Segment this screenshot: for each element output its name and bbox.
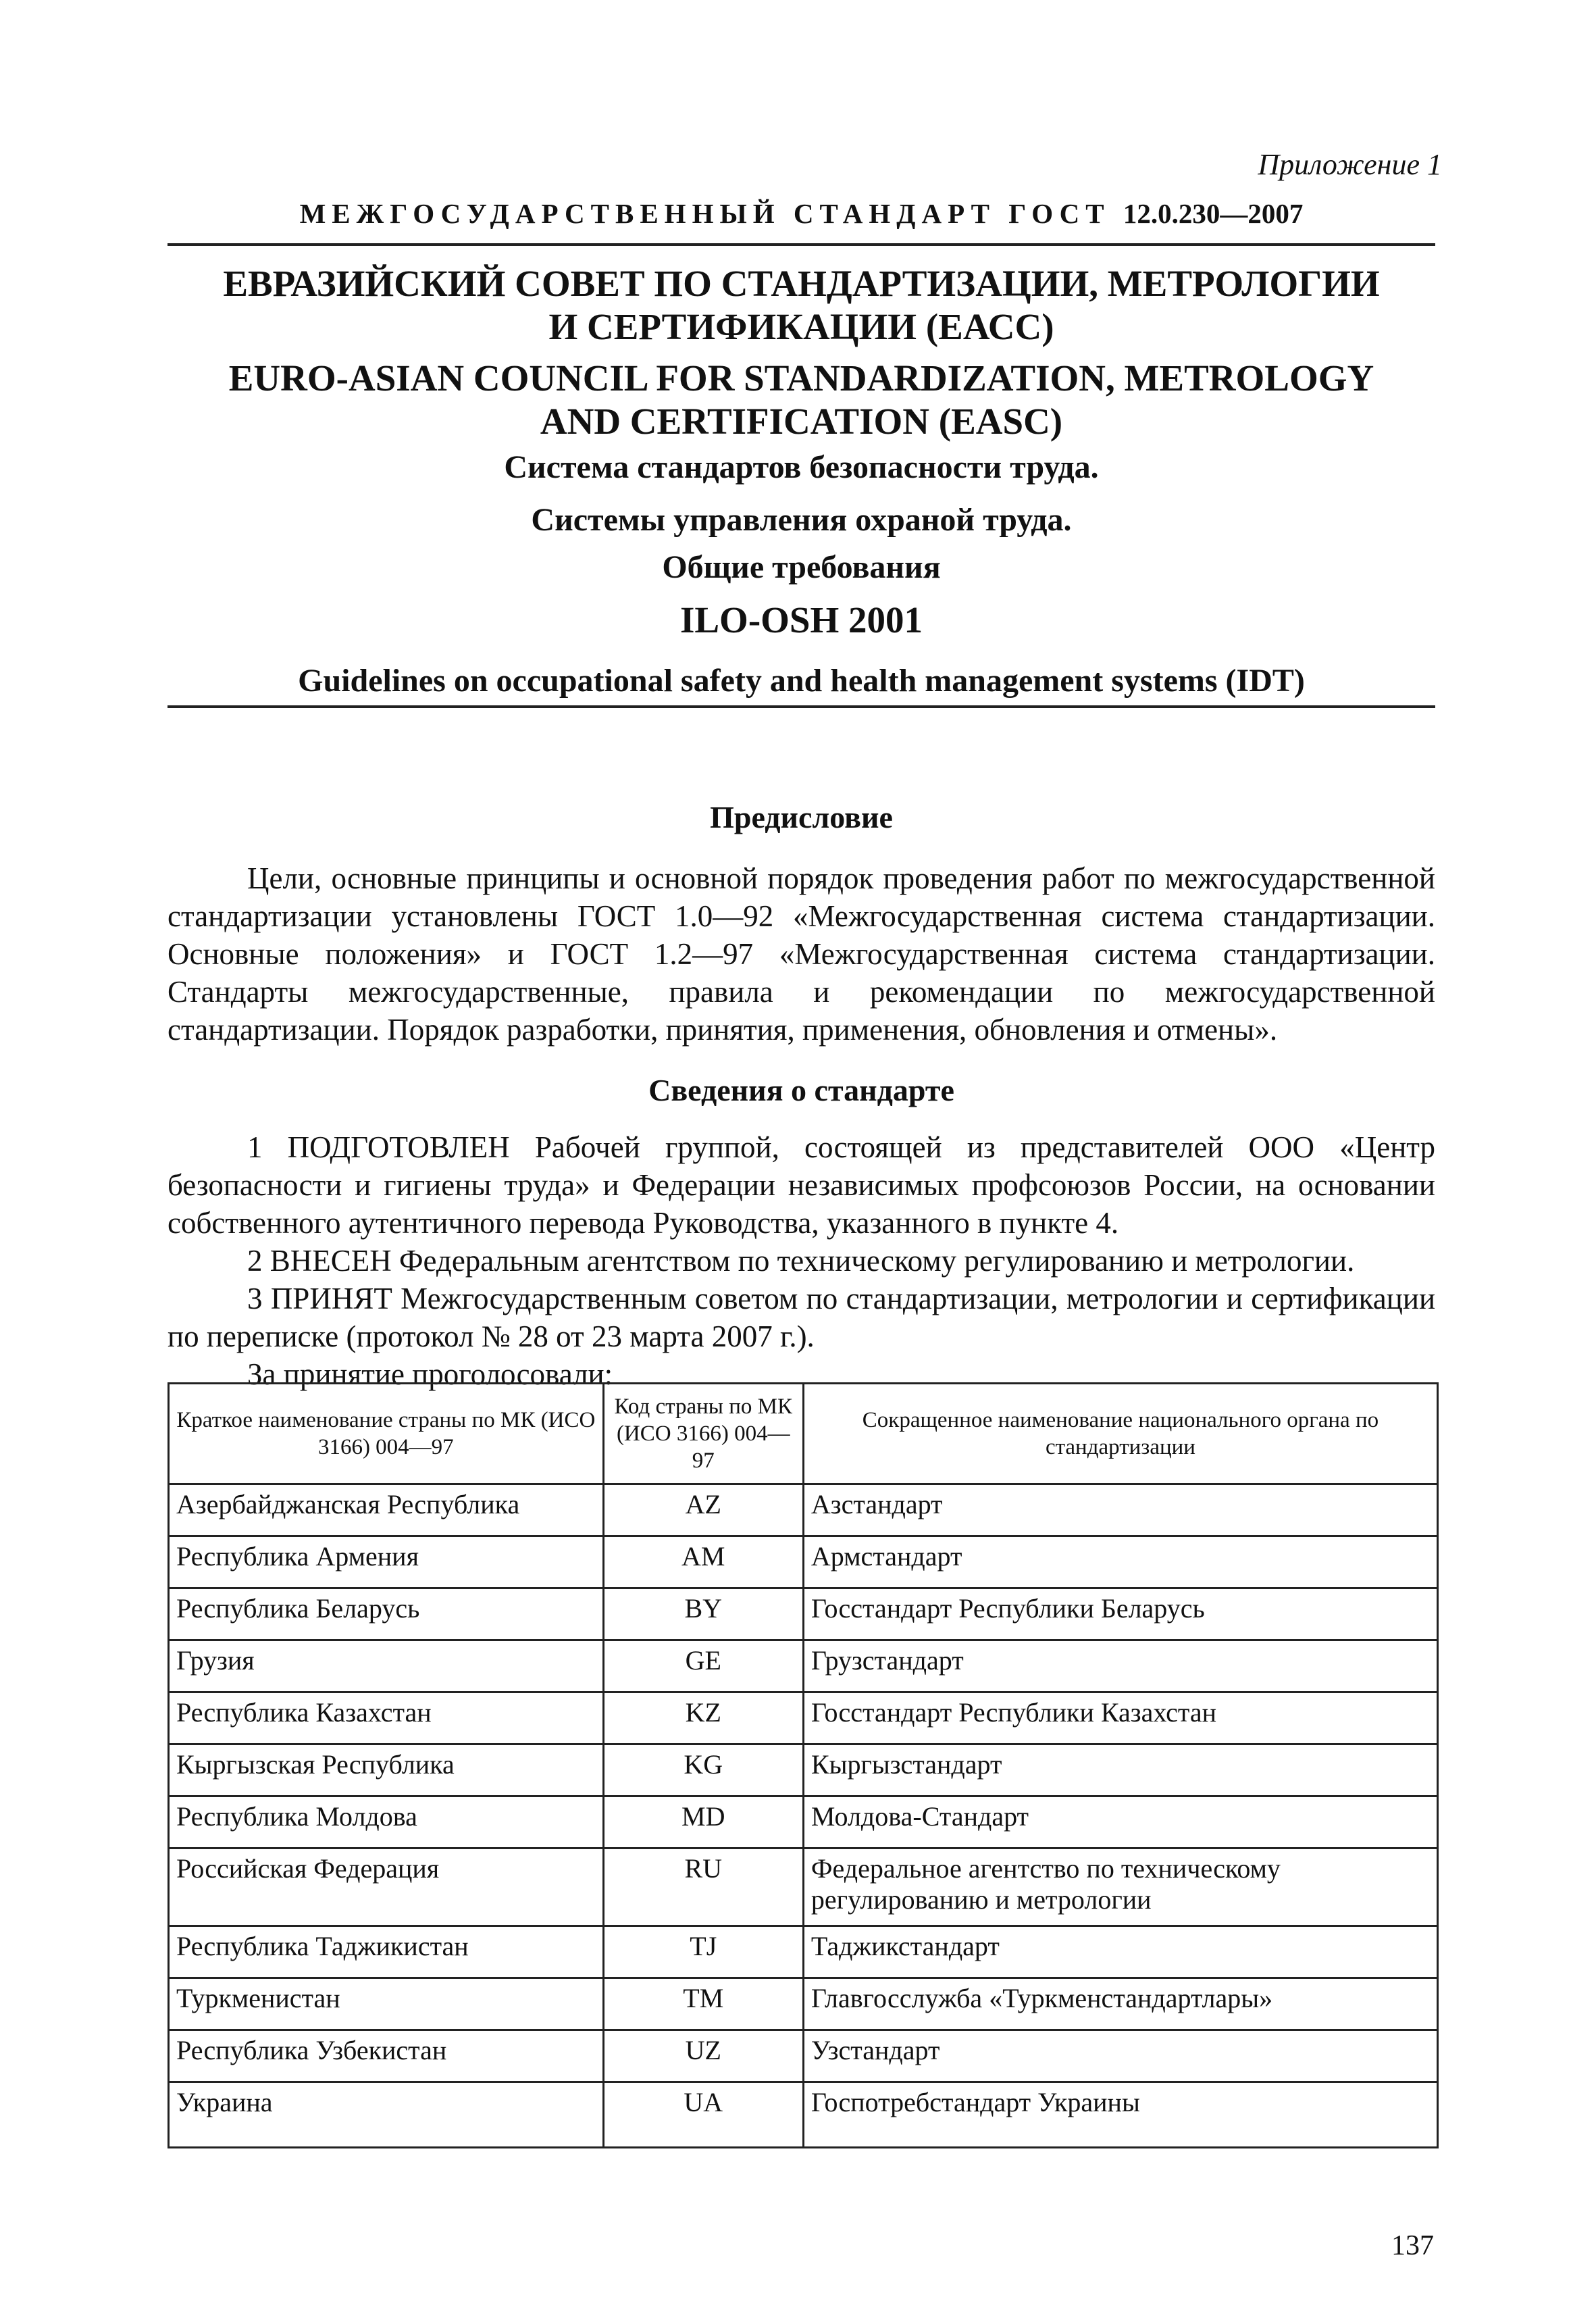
foreword-paragraph: Цели, основные принципы и основной порядок проведения работ по межгосударственной стандартизации установлены ГОСТ 1.0—92 «Межгосударственная система стандартизации. Основные положения» и ГОСТ 1.2—97 «Межгосударственная система стандартизации. Стандарты межгосударственные, правила и рекомендации по межгосударственной стандартизации. Порядок разработки, принятия, применения, обновления и отмены». [168, 861, 1435, 1047]
country-code: TM [603, 1978, 803, 2030]
country-code: BY [603, 1588, 803, 1640]
country-code: TJ [603, 1926, 803, 1978]
council-ru-title [168, 262, 1435, 349]
standards-body: Госстандарт Республики Казахстан [803, 1692, 1437, 1744]
table-row [169, 1796, 1438, 1848]
about-text [168, 1128, 1435, 1393]
country-code: UZ [603, 2030, 803, 2082]
standard-label: МЕЖГОСУДАРСТВЕННЫЙ СТАНДАРТ ГОСТ [299, 198, 1110, 229]
table-row [169, 1744, 1438, 1796]
standard-code: ILO-OSH 2001 [679, 599, 923, 640]
header-standards-body: Сокращенное наименование национального органа по стандартизации [803, 1384, 1437, 1484]
standard-header [168, 197, 1435, 230]
about-item-3: 3 ПРИНЯТ Межгосударственным советом по стандартизации, метрологии и сертификации по переписке (протокол № 28 от 23 марта 2007 г.). [168, 1282, 1436, 1353]
standards-body: Госпотребстандарт Украины [803, 2082, 1437, 2148]
country-name: Республика Армения [169, 1536, 604, 1588]
standards-body: Федеральное агентство по техническому регулированию и метрологии [803, 1848, 1437, 1926]
foreword-heading: Предисловие [710, 800, 893, 834]
standards-body: Госстандарт Республики Беларусь [803, 1588, 1437, 1640]
subtitle-2: Системы управления охраной труда. [531, 502, 1072, 538]
standards-body: Молдова-Стандарт [803, 1796, 1437, 1848]
country-name: Республика Казахстан [169, 1692, 604, 1744]
country-name: Украина [169, 2082, 604, 2148]
member-countries-table [168, 1382, 1439, 2148]
header-rule [168, 243, 1435, 246]
council-ru-line1: ЕВРАЗИЙСКИЙ СОВЕТ ПО СТАНДАРТИЗАЦИИ, МЕТРОЛОГИИ [223, 263, 1380, 304]
english-title: Guidelines on occupational safety and health management systems (IDT) [298, 663, 1305, 699]
country-code: UA [603, 2082, 803, 2148]
country-name: Туркменистан [169, 1978, 604, 2030]
country-name: Кыргызская Республика [169, 1744, 604, 1796]
council-en-title [168, 357, 1435, 443]
country-code: KZ [603, 1692, 803, 1744]
subtitle-3: Общие требования [662, 549, 941, 585]
about-item-1: 1 ПОДГОТОВЛЕН Рабочей группой, состоящей из представителей ООО «Центр безопасности и гигиены труда» и Федерации независимых профсоюзов России, на основании собственного аутентичного перевода Руководства, указанного в пункте 4. [168, 1130, 1435, 1240]
about-heading: Сведения о стандарте [648, 1073, 954, 1107]
page-number: 137 [1391, 2230, 1434, 2261]
table-row [169, 1978, 1438, 2030]
country-code: GE [603, 1640, 803, 1692]
table-row [169, 1588, 1438, 1640]
council-ru-line2: И СЕРТИФИКАЦИИ (ЕАСС) [548, 306, 1054, 347]
table-header-row [169, 1384, 1438, 1484]
country-code: AZ [603, 1484, 803, 1536]
table-row [169, 2082, 1438, 2148]
table-row [169, 2030, 1438, 2082]
standards-body: Армстандарт [803, 1536, 1437, 1588]
table-row [169, 1484, 1438, 1536]
voted-label: За принятие проголосовали: [247, 1357, 613, 1391]
standards-body: Таджикстандарт [803, 1926, 1437, 1978]
council-en-line1: EURO-ASIAN COUNCIL FOR STANDARDIZATION, METROLOGY [228, 357, 1374, 399]
country-name: Республика Беларусь [169, 1588, 604, 1640]
table-row [169, 1640, 1438, 1692]
council-en-line2: AND CERTIFICATION (EASC) [540, 401, 1063, 442]
country-name: Республика Узбекистан [169, 2030, 604, 2082]
country-name: Грузия [169, 1640, 604, 1692]
table-row [169, 1692, 1438, 1744]
appendix-label: Приложение 1 [1258, 148, 1442, 181]
subtitle-1: Система стандартов безопасности труда. [504, 449, 1099, 485]
standards-body: Главгосслужба «Туркменстандартлары» [803, 1978, 1437, 2030]
standards-body: Кыргызстандарт [803, 1744, 1437, 1796]
country-code: RU [603, 1848, 803, 1926]
table-row [169, 1848, 1438, 1926]
standards-body: Грузстандарт [803, 1640, 1437, 1692]
country-name: Российская Федерация [169, 1848, 604, 1926]
title-rule [168, 705, 1435, 708]
header-country-name: Краткое наименование страны по МК (ИСО 3166) 004—97 [169, 1384, 604, 1484]
country-code: KG [603, 1744, 803, 1796]
header-country-code: Код страны по МК (ИСО 3166) 004—97 [603, 1384, 803, 1484]
country-name: Азербайджанская Республика [169, 1484, 604, 1536]
table-row [169, 1536, 1438, 1588]
table-row [169, 1926, 1438, 1978]
country-code: AM [603, 1536, 803, 1588]
about-item-2: 2 ВНЕСЕН Федеральным агентством по техническому регулированию и метрологии. [247, 1244, 1355, 1278]
country-code: MD [603, 1796, 803, 1848]
country-name: Республика Таджикистан [169, 1926, 604, 1978]
standards-body: Узстандарт [803, 2030, 1437, 2082]
standard-number: 12.0.230—2007 [1123, 198, 1304, 229]
country-name: Республика Молдова [169, 1796, 604, 1848]
standards-body: Азстандарт [803, 1484, 1437, 1536]
foreword-text [168, 859, 1435, 1049]
